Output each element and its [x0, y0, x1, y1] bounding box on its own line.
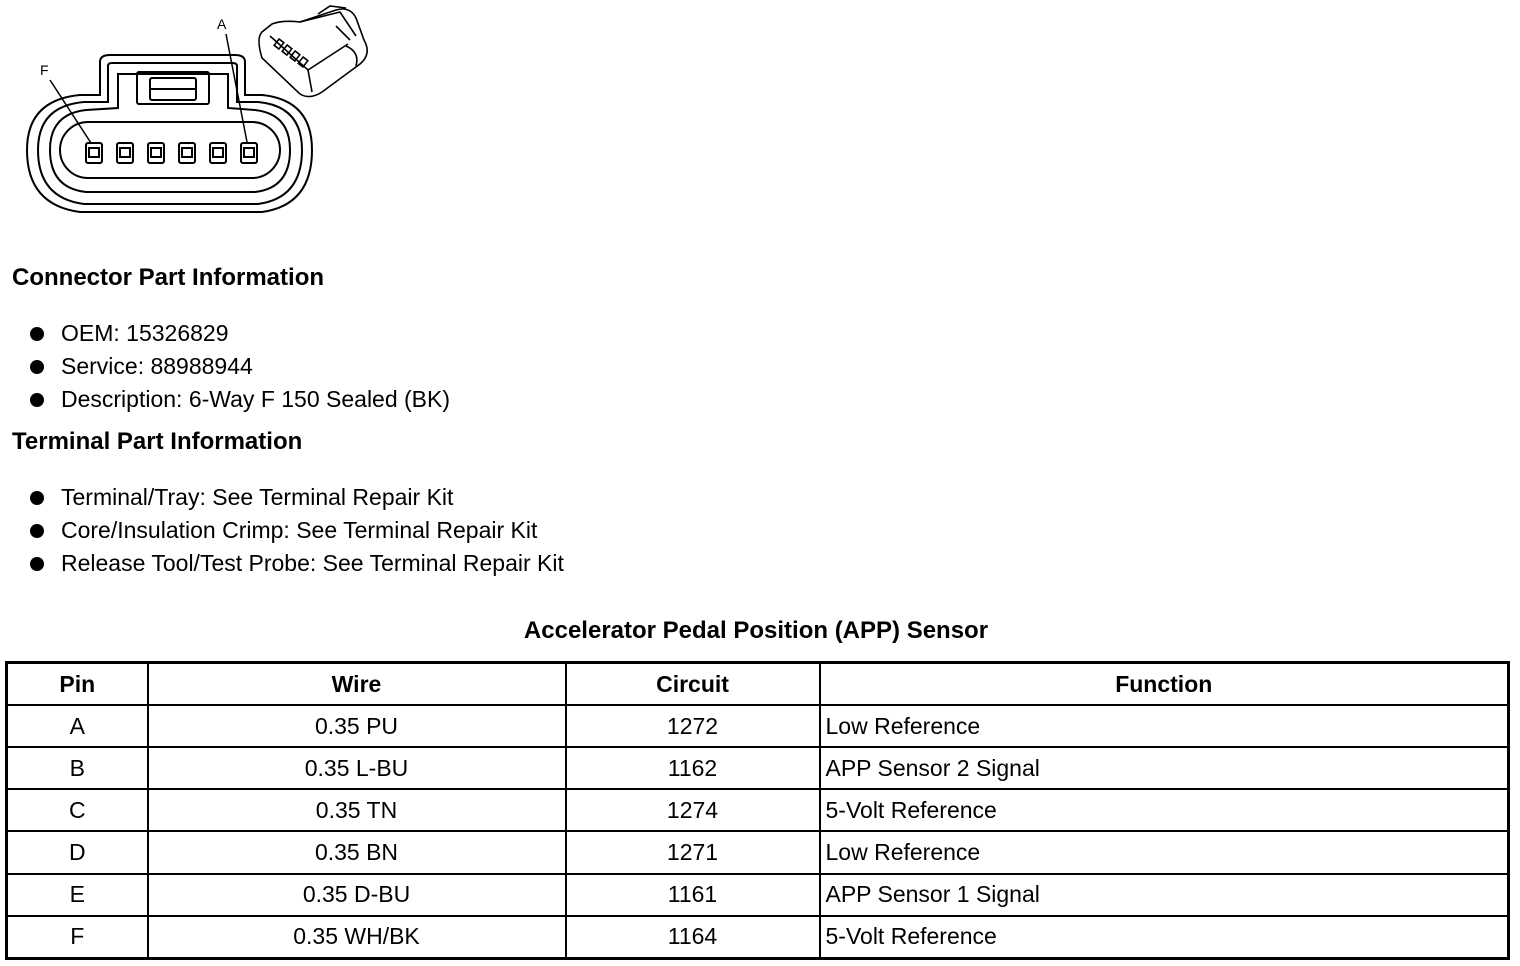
column-header-function: Function: [820, 663, 1509, 706]
cell-function: Low Reference: [820, 705, 1509, 747]
cell-circuit: 1272: [566, 705, 820, 747]
cell-circuit: 1161: [566, 874, 820, 916]
list-item-text: Release Tool/Test Probe: See Terminal Repair Kit: [61, 550, 564, 576]
cell-function: 5-Volt Reference: [820, 789, 1509, 831]
list-item: [28, 383, 450, 416]
bullet-icon: [30, 327, 44, 341]
terminal-part-info-list: [28, 481, 564, 580]
table-row: [7, 705, 1509, 747]
cell-circuit: 1271: [566, 831, 820, 873]
table-row: [7, 831, 1509, 873]
list-item-text: Service: 88988944: [61, 353, 253, 379]
table-title: Accelerator Pedal Position (APP) Sensor: [523, 617, 989, 644]
table-header-row: [7, 663, 1509, 706]
connector-part-info-heading: Connector Part Information: [12, 264, 325, 291]
bullet-icon: [30, 524, 44, 538]
cell-wire: 0.35 BN: [148, 831, 566, 873]
cell-wire: 0.35 L-BU: [148, 747, 566, 789]
cell-wire: 0.35 TN: [148, 789, 566, 831]
list-item: [28, 514, 564, 547]
column-header-wire: Wire: [148, 663, 566, 706]
cell-wire: 0.35 PU: [148, 705, 566, 747]
pin-label-f: F: [40, 62, 49, 78]
list-item: [28, 547, 564, 580]
list-item: [28, 481, 564, 514]
cell-circuit: 1164: [566, 916, 820, 959]
cell-pin: E: [7, 874, 148, 916]
list-item-text: Terminal/Tray: See Terminal Repair Kit: [61, 484, 454, 510]
cell-pin: C: [7, 789, 148, 831]
cell-function: 5-Volt Reference: [820, 916, 1509, 959]
cell-pin: B: [7, 747, 148, 789]
pinout-table: [5, 661, 1510, 960]
list-item-text: Core/Insulation Crimp: See Terminal Repair Kit: [61, 517, 538, 543]
table-row: [7, 874, 1509, 916]
connector-diagram: [0, 0, 420, 230]
bullet-icon: [30, 393, 44, 407]
bullet-icon: [30, 360, 44, 374]
cell-pin: A: [7, 705, 148, 747]
pin-cavities: [86, 143, 257, 163]
table-row: [7, 789, 1509, 831]
cell-function: APP Sensor 1 Signal: [820, 874, 1509, 916]
list-item: [28, 317, 450, 350]
bullet-icon: [30, 557, 44, 571]
list-item-text: OEM: 15326829: [61, 320, 229, 346]
table-row: [7, 747, 1509, 789]
cell-wire: 0.35 WH/BK: [148, 916, 566, 959]
bullet-icon: [30, 491, 44, 505]
cell-function: Low Reference: [820, 831, 1509, 873]
cell-circuit: 1274: [566, 789, 820, 831]
terminal-part-info-heading: Terminal Part Information: [12, 428, 303, 455]
connector-face-drawing: [27, 34, 312, 212]
pin-label-a: A: [217, 16, 227, 32]
column-header-pin: Pin: [7, 663, 148, 706]
table-row: [7, 916, 1509, 959]
connector-part-info-list: [28, 317, 450, 416]
list-item: [28, 350, 450, 383]
connector-3d-thumbnail: [259, 6, 367, 97]
cell-wire: 0.35 D-BU: [148, 874, 566, 916]
cell-pin: D: [7, 831, 148, 873]
column-header-circuit: Circuit: [566, 663, 820, 706]
cell-function: APP Sensor 2 Signal: [820, 747, 1509, 789]
cell-circuit: 1162: [566, 747, 820, 789]
cell-pin: F: [7, 916, 148, 959]
list-item-text: Description: 6-Way F 150 Sealed (BK): [61, 386, 451, 412]
